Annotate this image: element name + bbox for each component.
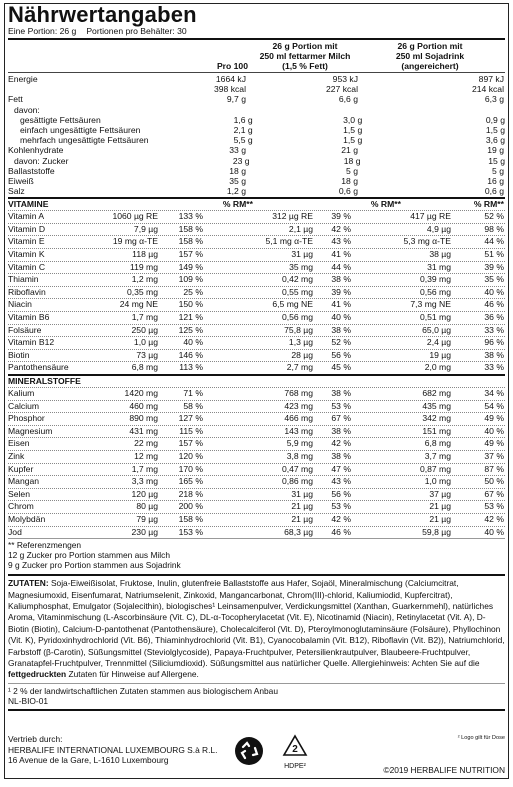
value-milk: 18 g: [341, 175, 358, 186]
distributor-name: HERBALIFE INTERNATIONAL LUXEMBOURG S.à R.L.: [8, 744, 218, 755]
nutrient-name: gesättigte Fettsäuren: [20, 114, 101, 125]
rm-per-100: 127 %: [178, 413, 203, 424]
amount-per-100: 1060 µg RE: [112, 211, 158, 222]
amount-soy: 0,51 mg: [419, 312, 451, 322]
amount-per-100: 1,7 mg: [131, 312, 158, 322]
value-per-100: 33 g: [229, 145, 246, 156]
amount-per-100: 431 mg: [129, 425, 158, 436]
mineral-row: [8, 400, 505, 413]
amount-milk: 28 µg: [291, 349, 313, 360]
value-per-100: 23 g: [232, 155, 250, 166]
rm-milk: 56 %: [331, 488, 351, 499]
amount-soy: 21 µg: [429, 501, 451, 512]
amount-milk: 5,1 mg α-TE: [265, 236, 313, 247]
page-title: Nährwertangaben: [8, 2, 197, 27]
item-name: Vitamin C: [8, 261, 46, 272]
rm-per-100: 165 %: [178, 476, 203, 487]
amount-milk: 31 µg: [291, 488, 313, 499]
value-per-100: 398 kcal: [213, 84, 246, 95]
amount-milk: 0,86 mg: [281, 476, 313, 487]
nutrient-name: davon:: [14, 104, 40, 115]
item-name: Vitamin E: [8, 236, 45, 247]
rm-milk: 45 %: [331, 362, 351, 373]
amount-soy: 682 mg: [422, 387, 451, 398]
rm-milk: 39 %: [331, 286, 351, 297]
amount-per-100: 6,8 mg: [131, 362, 158, 373]
rm-milk: 53 %: [331, 501, 351, 512]
amount-milk: 68,3 µg: [284, 526, 313, 537]
value-milk: 1,5 g: [343, 124, 363, 135]
value-milk: 1,5 g: [343, 135, 363, 146]
rm-per-100: 158 %: [178, 513, 203, 524]
rm-soy: 50 %: [484, 476, 504, 487]
bio-note: ¹ 2 % der landwirtschaftlichen Zutaten stammen aus biologischem Anbau: [8, 685, 279, 696]
amount-milk: 1,3 µg: [288, 337, 313, 348]
nutrient-name: Energie: [8, 74, 38, 84]
vitamin-row: [8, 273, 505, 286]
value-milk: 21 g: [341, 145, 358, 156]
value-soy: 897 kJ: [478, 74, 504, 84]
amount-soy: 37 µg: [429, 488, 451, 499]
amount-per-100: 1420 mg: [124, 387, 158, 398]
serving-info: [8, 26, 505, 36]
item-name: Niacin: [8, 299, 32, 310]
value-per-100: [162, 105, 251, 115]
nutrient-row: [8, 186, 505, 196]
rm-soy: 39 %: [484, 261, 504, 272]
amount-milk: 35 mg: [289, 261, 313, 272]
rm-soy: 49 %: [484, 438, 504, 449]
vitamin-table: [8, 210, 505, 374]
value-soy: 1,5 g: [485, 124, 505, 135]
amount-milk: 768 mg: [284, 387, 313, 398]
value-per-100: 35 g: [229, 175, 246, 186]
distributor-label: Vertrieb durch:: [8, 734, 63, 744]
value-per-100: 2,1 g: [233, 124, 253, 135]
rm-soy: 33 %: [484, 362, 504, 373]
triangle-arrows-icon: [282, 734, 308, 758]
rm-per-100: 170 %: [178, 463, 203, 474]
amount-soy: 59,8 µg: [422, 526, 451, 537]
ingredients: ZUTATEN: Soja-Eiweißisolat, Fruktose, Inulin, glutenfreie Ballaststoffe aus Hafer, Sojaöl, Mineralmischung (Calciumcitrat, Magnesiumoxid, Eisenfumarat, Natriumselenit, Zinkoxid, Mangancarbonat, Chrom(III)-chlorid, Kaliumiodid, Kupfercitrat), Kaliumphosphat, Emulgator (Sojalecithin), biologisches¹ Leinsamenpulver, Verdickungsmittel (Xanthan, Guarkernmehl), natürliches Aroma, Vitaminmischung (L-Ascorbinsäure (Vit. C), DL-α-Tocopherylacetat (Vit. E), Nicotinamid (Niacin), Retinylacetat (Vit. A), D-Biotin (Biotin), Calcium-D-pantothenat (Pantothensäure), Cholecalciferol (Vit. D), Pteroylmonoglutaminsäure (Folsäure), Phyllochinon (Vit. K), Pyridoxinhydrochlorid (Vit. B6), Thiaminhydrochlorid (Vit. B1), Cyanocobalamin (Vit. B12), Riboflavin (Vit. B2)), Natriumchlorid, Farbstoff (β-Carotin), Süßungsmittel (Steviolglycoside), Papaya-Fruchtpulver, Petersilienkrautpulver, Blaubeere-Fruchtpulver, Granatapfel-Fruchtpulver, Trennmittel (Siliciumdioxid). Süßungsmittel aus natürlicher Quelle. Allergiehinweis: Achten Sie auf die fettgedruckten Zutaten für Hinweise auf Allergene.: [8, 578, 505, 680]
amount-soy: 6,8 mg: [424, 438, 451, 449]
rm-soy: 42 %: [484, 513, 504, 524]
rm-per-100: 40 %: [183, 337, 203, 348]
amount-soy: 435 mg: [422, 400, 451, 411]
rm-soy: 44 %: [484, 236, 504, 247]
nutrition-label: [4, 3, 509, 779]
value-per-100: 1,2 g: [226, 186, 246, 197]
item-name: Kupfer: [8, 463, 34, 474]
nutrient-row: [8, 94, 505, 104]
nutrient-name: Salz: [8, 186, 25, 197]
mineral-row: [8, 463, 505, 476]
amount-milk: 0,47 mg: [281, 463, 313, 474]
amount-soy: 38 µg: [429, 249, 451, 260]
amount-milk: 21 µg: [291, 513, 313, 524]
value-milk: 6,6 g: [338, 94, 358, 105]
value-soy: [360, 105, 505, 115]
amount-soy: 3,7 mg: [424, 450, 451, 461]
item-name: Calcium: [8, 400, 40, 411]
minerals-header: MINERALSTOFFE: [8, 375, 81, 386]
col-soy: 26 g Portion mit 250 ml Sojadrink (angereichert): [395, 41, 465, 71]
rm-milk: 40 %: [331, 312, 351, 322]
item-name: Magnesium: [8, 425, 53, 436]
amount-milk: 312 µg RE: [272, 211, 313, 222]
value-soy: 0,9 g: [485, 114, 505, 125]
rm-soy: 38 %: [484, 349, 504, 360]
rm-per-100: 133 %: [178, 211, 203, 222]
rm-milk: 43 %: [331, 476, 351, 487]
item-name: Eisen: [8, 438, 30, 449]
nutrient-name: Fett: [8, 94, 23, 105]
mineral-row: [8, 450, 505, 463]
amount-soy: 0,56 mg: [419, 286, 451, 297]
item-name: Biotin: [8, 349, 30, 360]
rm-per-100: 58 %: [183, 400, 203, 411]
amount-milk: 31 µg: [291, 249, 313, 260]
rm-soy: 87 %: [484, 463, 504, 474]
item-name: Pantothensäure: [8, 362, 69, 373]
recycle-code: HDPE²: [284, 763, 306, 771]
col-per-100: Pro 100: [216, 61, 248, 71]
column-header: [8, 41, 505, 71]
footnotes: ** Referenzmengen 12 g Zucker pro Portion stammen aus Milch 9 g Zucker pro Portion stammen aus Sojadrink: [8, 540, 181, 571]
amount-milk: 143 mg: [284, 425, 313, 436]
rm-per-100: 146 %: [178, 349, 203, 360]
rm-milk: 38 %: [331, 324, 351, 335]
vitamin-row: [8, 286, 505, 299]
value-per-100: 5,5 g: [233, 135, 253, 146]
nutrient-table: [8, 74, 505, 196]
amount-per-100: 460 mg: [129, 400, 158, 411]
amount-per-100: 12 mg: [134, 450, 158, 461]
rm-soy: 67 %: [484, 488, 504, 499]
nutrient-name: Kohlenhydrate: [8, 145, 64, 156]
item-name: Phosphor: [8, 413, 45, 424]
amount-milk: 2,7 mg: [286, 362, 313, 373]
vitamin-row: [8, 311, 505, 324]
rm-soy: 34 %: [484, 387, 504, 398]
amount-per-100: 120 µg: [131, 488, 158, 499]
mineral-row: [8, 412, 505, 425]
value-milk: 953 kJ: [332, 74, 358, 84]
vitamin-row: [8, 235, 505, 248]
rm-per-100: 158 %: [178, 236, 203, 247]
rm-milk: 53 %: [331, 400, 351, 411]
portions-per-container: Portionen pro Behälter: 30: [86, 26, 187, 36]
copyright: ©2019 HERBALIFE NUTRITION: [383, 764, 505, 775]
amount-per-100: 80 µg: [136, 501, 158, 512]
rm-soy: 37 %: [484, 450, 504, 461]
rm-soy: 54 %: [484, 400, 504, 411]
nutrient-row: [8, 145, 505, 155]
amount-per-100: 73 µg: [136, 349, 158, 360]
amount-milk: 0,42 mg: [281, 274, 313, 285]
amount-soy: 151 mg: [422, 425, 451, 436]
bio-code: NL-BIO-01: [8, 695, 49, 706]
amount-soy: 19 µg: [429, 349, 451, 360]
nutrient-row: [8, 105, 505, 115]
amount-milk: 21 µg: [291, 501, 313, 512]
amount-per-100: 1,0 µg: [133, 337, 158, 348]
amount-per-100: 3,3 mg: [131, 476, 158, 487]
amount-per-100: 0,35 mg: [126, 286, 158, 297]
item-name: Jod: [8, 526, 22, 537]
amount-soy: 21 µg: [429, 513, 451, 524]
value-milk: [252, 105, 361, 115]
item-name: Vitamin B6: [8, 312, 50, 322]
mineral-row: [8, 387, 505, 400]
rm-milk: 41 %: [331, 249, 351, 260]
distributor-address: 16 Avenue de la Gare, L-1610 Luxembourg: [8, 755, 169, 765]
mineral-table: [8, 387, 505, 538]
rm-soy: 40 %: [484, 526, 504, 537]
nutrient-name: Ballaststoffe: [8, 165, 55, 176]
nutrient-name: Eiweiß: [8, 175, 34, 186]
rm-per-100: 158 %: [178, 223, 203, 234]
value-milk: 227 kcal: [325, 84, 358, 95]
amount-soy: 65,0 µg: [422, 324, 451, 335]
nutrient-name: [8, 84, 158, 94]
hdpe-recycling-code: [280, 734, 310, 770]
rm-milk: 41 %: [331, 299, 351, 310]
value-per-100: 1664 kJ: [215, 74, 246, 84]
amount-milk: 75,8 µg: [284, 324, 313, 335]
value-per-100: 9,7 g: [226, 94, 246, 105]
rm-per-100: 157 %: [178, 438, 203, 449]
rm-per-100: 200 %: [178, 501, 203, 512]
item-name: Zink: [8, 450, 25, 461]
vitamin-row: [8, 223, 505, 236]
amount-milk: 0,56 mg: [281, 312, 313, 322]
value-soy: 19 g: [487, 145, 504, 156]
rm-soy: 53 %: [484, 501, 504, 512]
item-name: Molybdän: [8, 513, 46, 524]
nutrient-row: [8, 115, 505, 125]
rm-milk: 42 %: [331, 223, 351, 234]
rm-soy: 40 %: [484, 286, 504, 297]
amount-per-100: 24 mg NE: [119, 299, 158, 310]
item-name: Selen: [8, 488, 30, 499]
rm-per-100: 71 %: [183, 387, 203, 398]
rm-per-100: 109 %: [178, 274, 203, 285]
vitamin-row: [8, 324, 505, 337]
rm-milk: 43 %: [331, 236, 351, 247]
nutrient-row: [8, 74, 505, 84]
rm-soy: 98 %: [484, 223, 504, 234]
rm-per-100: 115 %: [179, 425, 203, 436]
vitamin-row: [8, 210, 505, 223]
amount-per-100: 118 µg: [132, 249, 158, 260]
amount-soy: 0,87 mg: [419, 463, 451, 474]
amount-per-100: 230 µg: [131, 526, 158, 537]
amount-soy: 342 mg: [422, 413, 451, 424]
amount-soy: 31 mg: [427, 261, 451, 272]
value-per-100: 1,6 g: [233, 114, 253, 125]
amount-per-100: 890 mg: [129, 413, 158, 424]
item-name: Riboflavin: [8, 286, 46, 297]
rm-milk: 38 %: [331, 387, 351, 398]
mineral-row: [8, 500, 505, 513]
amount-per-100: 19 mg α-TE: [112, 236, 158, 247]
value-milk: 0,6 g: [338, 186, 358, 197]
rm-per-100: 218 %: [178, 488, 203, 499]
mineral-row: [8, 425, 505, 438]
col-milk: 26 g Portion mit 250 ml fettarmer Milch (1,5 % Fett): [259, 41, 351, 71]
value-soy: 214 kcal: [471, 84, 504, 95]
rm-milk: 52 %: [331, 337, 351, 348]
rm-per-100: 157 %: [178, 249, 203, 260]
value-soy: 5 g: [492, 165, 504, 176]
amount-soy: 4,9 µg: [426, 223, 451, 234]
amount-milk: 5,9 mg: [286, 438, 313, 449]
rm-per-100: 153 %: [178, 526, 203, 537]
amount-milk: 6,5 mg NE: [272, 299, 313, 310]
amount-soy: 0,39 mg: [419, 274, 451, 285]
item-name: Thiamin: [8, 274, 39, 285]
value-milk: 5 g: [346, 165, 358, 176]
rm-milk: 67 %: [331, 413, 351, 424]
value-soy: 15 g: [488, 155, 505, 166]
value-soy: 0,6 g: [484, 186, 504, 197]
logo-note: ² Logo gilt für Dose: [457, 735, 505, 741]
rm-milk: 38 %: [331, 450, 351, 461]
rm-milk: 46 %: [331, 526, 351, 537]
item-name: Chrom: [8, 501, 34, 512]
item-name: Kalium: [8, 387, 35, 398]
vitamins-header: VITAMINE % RM** % RM** % RM**: [8, 199, 504, 210]
amount-soy: 1,0 mg: [424, 476, 451, 487]
value-soy: 6,3 g: [484, 94, 504, 105]
vitamin-row: [8, 361, 505, 374]
amount-per-100: 250 µg: [131, 324, 158, 335]
rm-soy: 51 %: [484, 249, 504, 260]
amount-per-100: 1,7 mg: [131, 463, 158, 474]
rm-soy: 49 %: [484, 413, 504, 424]
rm-soy: 36 %: [484, 312, 504, 322]
rm-soy: 33 %: [484, 324, 504, 335]
item-name: Vitamin B12: [8, 337, 55, 348]
nutrient-name: einfach ungesättigte Fettsäuren: [20, 124, 141, 135]
amount-milk: 466 mg: [284, 413, 313, 424]
amount-soy: 2,4 µg: [426, 337, 451, 348]
nutrient-row: [8, 156, 505, 166]
rm-per-100: 125 %: [178, 324, 203, 335]
rm-soy: 52 %: [484, 211, 504, 222]
amount-soy: 2,0 mg: [424, 362, 451, 373]
nutrient-row: [8, 166, 505, 176]
rm-milk: 56 %: [331, 349, 351, 360]
value-per-100: 18 g: [229, 165, 246, 176]
value-milk: 18 g: [343, 155, 361, 166]
rm-per-100: 25 %: [183, 286, 203, 297]
rm-milk: 42 %: [331, 438, 351, 449]
label-footer: [8, 732, 505, 776]
rm-milk: 44 %: [331, 261, 351, 272]
amount-soy: 7,3 mg NE: [410, 299, 451, 310]
rm-milk: 39 %: [331, 211, 351, 222]
nutrient-name: mehrfach ungesättigte Fettsäuren: [20, 135, 149, 146]
value-soy: 3,6 g: [485, 135, 505, 146]
nutrient-row: [8, 135, 505, 145]
rm-per-100: 120 %: [178, 450, 203, 461]
mineral-row: [8, 513, 505, 526]
rm-soy: 35 %: [484, 274, 504, 285]
item-name: Folsäure: [8, 324, 42, 335]
vitamin-row: [8, 248, 505, 261]
nutrient-row: [8, 125, 505, 135]
amount-per-100: 7,9 µg: [133, 223, 158, 234]
item-name: Vitamin K: [8, 249, 45, 260]
mineral-row: [8, 475, 505, 488]
amount-per-100: 79 µg: [136, 513, 158, 524]
value-soy: 16 g: [487, 175, 504, 186]
rm-per-100: 150 %: [178, 299, 203, 310]
portion-size: Eine Portion: 26 g: [8, 26, 77, 36]
item-name: Vitamin D: [8, 223, 46, 234]
rm-soy: 96 %: [484, 337, 504, 348]
recycle-number: 2: [292, 744, 298, 755]
rm-milk: 38 %: [331, 274, 351, 285]
amount-soy: 5,3 mg α-TE: [403, 236, 451, 247]
rm-per-100: 113 %: [179, 362, 203, 373]
item-name: Vitamin A: [8, 211, 45, 222]
rm-per-100: 121 %: [178, 312, 203, 322]
rm-soy: 46 %: [484, 299, 504, 310]
amount-per-100: 22 mg: [134, 438, 158, 449]
mineral-row: [8, 437, 505, 450]
rm-milk: 42 %: [331, 513, 351, 524]
vitamin-row: [8, 336, 505, 349]
vitamin-row: [8, 261, 505, 274]
item-name: Mangan: [8, 476, 40, 487]
nutrient-row: [8, 176, 505, 186]
amount-milk: 423 mg: [284, 400, 313, 411]
nutrient-row: [8, 84, 505, 94]
amount-milk: 2,1 µg: [288, 223, 313, 234]
amount-per-100: 1,2 mg: [131, 274, 158, 285]
rm-soy: 40 %: [484, 425, 504, 436]
rm-milk: 47 %: [331, 463, 351, 474]
recycle-logo-icon: [234, 736, 264, 766]
amount-milk: 0,55 mg: [281, 286, 313, 297]
nutrient-name: davon: Zucker: [14, 155, 69, 166]
amount-milk: 3,8 mg: [286, 450, 313, 461]
amount-soy: 417 µg RE: [410, 211, 451, 222]
value-milk: 3,0 g: [343, 114, 363, 125]
vitamin-row: [8, 349, 505, 362]
vitamin-row: [8, 298, 505, 311]
rm-per-100: 149 %: [178, 261, 203, 272]
rm-milk: 38 %: [331, 425, 351, 436]
amount-per-100: 119 mg: [129, 261, 158, 272]
mineral-row: [8, 526, 505, 539]
mineral-row: [8, 488, 505, 501]
